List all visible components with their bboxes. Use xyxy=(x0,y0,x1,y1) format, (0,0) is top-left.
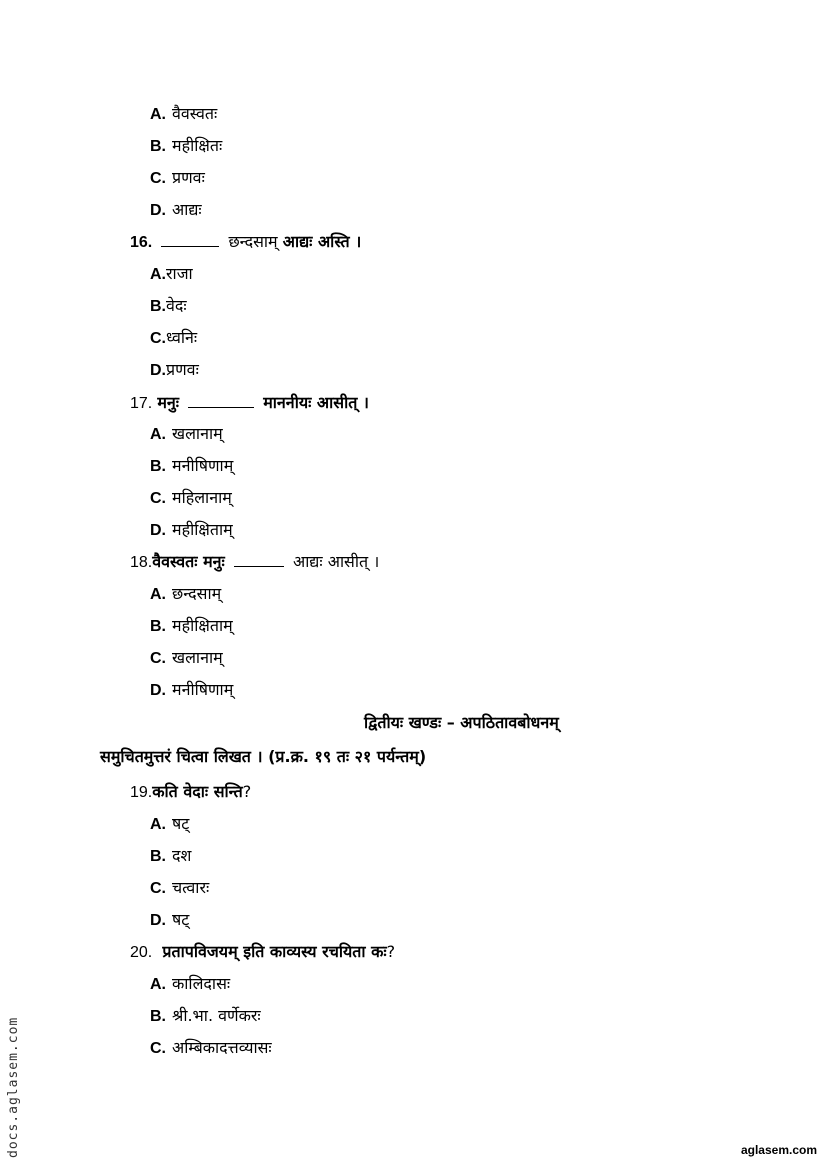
option-a: A. कालिदासः xyxy=(150,974,231,993)
option-b: B. दश xyxy=(150,846,192,865)
option-a: A. खलानाम् xyxy=(150,424,223,443)
option-b: B. मनीषिणाम् xyxy=(150,456,234,475)
option-d: D.प्रणवः xyxy=(150,360,199,379)
option-a: A.राजा xyxy=(150,264,193,283)
option-c: C. चत्वारः xyxy=(150,878,210,897)
option-d: D. मनीषिणाम् xyxy=(150,680,234,699)
option-b: B. महीक्षितः xyxy=(150,136,223,155)
section-title: द्वितीयः खण्डः – अपठितावबोधनम् xyxy=(364,713,559,732)
option-d: D. महीक्षिताम् xyxy=(150,520,233,539)
question-18: 18.वैवस्वतः मनुः आद्यः आसीत् । xyxy=(130,552,380,571)
answer-blank xyxy=(188,405,254,408)
option-d: D. आद्यः xyxy=(150,200,202,219)
question-17: 17. मनुः माननीयः आसीत् । xyxy=(130,393,369,412)
option-c: C. महिलानाम् xyxy=(150,488,232,507)
option-c: C. खलानाम् xyxy=(150,648,223,667)
option-a: A. वैवस्वतः xyxy=(150,104,218,123)
answer-blank xyxy=(234,564,284,567)
question-16: 16. छन्दसाम् आद्यः अस्ति । xyxy=(130,232,362,251)
option-c: C. अम्बिकादत्तव्यासः xyxy=(150,1038,272,1057)
footer-watermark: aglasem.com xyxy=(740,1143,817,1157)
question-19: 19.कति वेदाः सन्ति? xyxy=(130,782,252,801)
option-a: A. छन्दसाम् xyxy=(150,584,222,603)
option-b: B. महीक्षिताम् xyxy=(150,616,233,635)
option-c: C.ध्वनिः xyxy=(150,328,198,347)
option-b: B.वेदः xyxy=(150,296,187,315)
answer-blank xyxy=(161,244,219,247)
option-a: A. षट् xyxy=(150,814,190,833)
option-b: B. श्री.भा. वर्णेकरः xyxy=(150,1006,261,1025)
option-d: D. षट् xyxy=(150,910,190,929)
section-instruction: समुचितमुत्तरं चित्वा लिखत । (प्र.क्र. १९ तः २१ पर्यन्तम्) xyxy=(100,747,427,766)
question-20: 20. प्रतापविजयम् इति काव्यस्य रचयिता कः? xyxy=(130,942,396,961)
option-c: C. प्रणवः xyxy=(150,168,205,187)
side-watermark: docs.aglasem.com xyxy=(6,1016,21,1158)
